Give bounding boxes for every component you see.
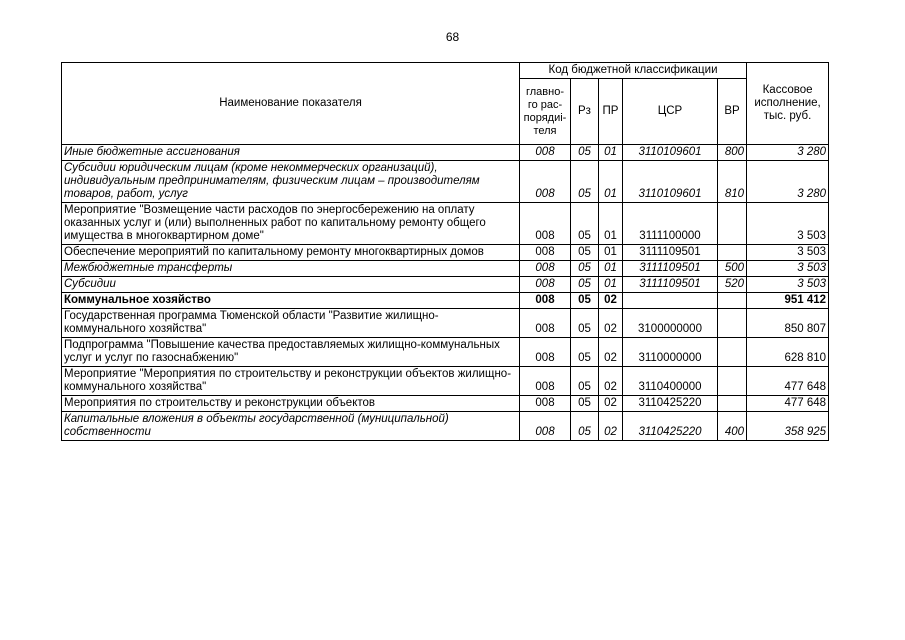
row-name: Мероприятия по строительству и реконструкции объектов — [62, 396, 520, 412]
row-amount: 358 925 — [747, 412, 829, 441]
row-name: Обеспечение мероприятий по капитальному ремонту многоквартирных домов — [62, 245, 520, 261]
row-pr: 02 — [599, 293, 623, 309]
row-pr: 01 — [599, 261, 623, 277]
row-csr — [623, 293, 718, 309]
row-amount: 477 648 — [747, 396, 829, 412]
row-amount: 3 280 — [747, 161, 829, 203]
row-amount: 3 280 — [747, 145, 829, 161]
header-name: Наименование показателя — [62, 63, 520, 145]
row-vr — [718, 245, 747, 261]
row-name: Мероприятие "Мероприятия по строительству и реконструкции объектов жилищно-коммунального хозяйства" — [62, 367, 520, 396]
table-row — [62, 293, 829, 309]
table-body — [62, 145, 829, 441]
row-glav: 008 — [520, 396, 571, 412]
row-vr: 500 — [718, 261, 747, 277]
row-amount: 3 503 — [747, 203, 829, 245]
row-csr: 3110400000 — [623, 367, 718, 396]
header-csr: ЦСР — [623, 79, 718, 145]
row-vr — [718, 309, 747, 338]
row-vr: 400 — [718, 412, 747, 441]
row-csr: 3110000000 — [623, 338, 718, 367]
row-amount: 628 810 — [747, 338, 829, 367]
header-code-group: Код бюджетной классификации — [520, 63, 747, 79]
row-vr — [718, 367, 747, 396]
table-row — [62, 245, 829, 261]
row-pr: 01 — [599, 161, 623, 203]
row-pr: 02 — [599, 367, 623, 396]
row-glav: 008 — [520, 309, 571, 338]
row-name: Государственная программа Тюменской области "Развитие жилищно-коммунального хозяйства" — [62, 309, 520, 338]
page-number: 68 — [445, 30, 460, 44]
row-csr: 3100000000 — [623, 309, 718, 338]
row-rz: 05 — [571, 309, 599, 338]
row-name: Субсидии юридическим лицам (кроме некоммерческих организаций), индивидуальным предпринимателям, физическим лицам – производителям товаров, работ, услуг — [62, 161, 520, 203]
row-rz: 05 — [571, 245, 599, 261]
table-row — [62, 261, 829, 277]
table-header — [62, 63, 829, 145]
row-amount: 477 648 — [747, 367, 829, 396]
header-pr: ПР — [599, 79, 623, 145]
row-glav: 008 — [520, 338, 571, 367]
row-rz: 05 — [571, 203, 599, 245]
row-rz: 05 — [571, 145, 599, 161]
row-glav: 008 — [520, 261, 571, 277]
row-glav: 008 — [520, 203, 571, 245]
row-amount: 951 412 — [747, 293, 829, 309]
row-pr: 01 — [599, 145, 623, 161]
row-name: Иные бюджетные ассигнования — [62, 145, 520, 161]
table-row — [62, 412, 829, 441]
row-rz: 05 — [571, 412, 599, 441]
row-name: Субсидии — [62, 277, 520, 293]
row-pr: 01 — [599, 245, 623, 261]
row-name: Капитальные вложения в объекты государственной (муниципальной) собственности — [62, 412, 520, 441]
row-name: Мероприятие "Возмещение части расходов по энергосбережению на оплату оказанных услуг и (или) выполненных работ по капитальному ремонту общего имущества в многоквартирном доме" — [62, 203, 520, 245]
header-vr: ВР — [718, 79, 747, 145]
row-amount: 3 503 — [747, 245, 829, 261]
table-row — [62, 203, 829, 245]
row-glav: 008 — [520, 245, 571, 261]
row-vr — [718, 396, 747, 412]
row-vr — [718, 203, 747, 245]
row-amount: 3 503 — [747, 261, 829, 277]
row-vr: 520 — [718, 277, 747, 293]
row-vr — [718, 338, 747, 367]
row-csr: 3111109501 — [623, 261, 718, 277]
row-csr: 3110425220 — [623, 396, 718, 412]
row-rz: 05 — [571, 338, 599, 367]
row-glav: 008 — [520, 145, 571, 161]
row-pr: 02 — [599, 412, 623, 441]
budget-table — [61, 62, 829, 441]
row-vr: 800 — [718, 145, 747, 161]
row-csr: 3110109601 — [623, 161, 718, 203]
row-vr — [718, 293, 747, 309]
header-glav: главно-го рас-порядиі-теля — [520, 79, 571, 145]
row-pr: 02 — [599, 309, 623, 338]
row-glav: 008 — [520, 293, 571, 309]
row-csr: 3111109501 — [623, 277, 718, 293]
row-pr: 02 — [599, 338, 623, 367]
header-rz: Рз — [571, 79, 599, 145]
row-vr: 810 — [718, 161, 747, 203]
row-glav: 008 — [520, 367, 571, 396]
row-rz: 05 — [571, 277, 599, 293]
table-row — [62, 396, 829, 412]
table-row — [62, 161, 829, 203]
row-csr: 3110425220 — [623, 412, 718, 441]
row-rz: 05 — [571, 261, 599, 277]
row-rz: 05 — [571, 396, 599, 412]
table-row — [62, 145, 829, 161]
row-glav: 008 — [520, 161, 571, 203]
row-rz: 05 — [571, 161, 599, 203]
row-csr: 3110109601 — [623, 145, 718, 161]
row-glav: 008 — [520, 277, 571, 293]
header-amount: Кассовое исполнение, тыс. руб. — [747, 63, 829, 145]
row-name: Межбюджетные трансферты — [62, 261, 520, 277]
row-name: Коммунальное хозяйство — [62, 293, 520, 309]
row-amount: 3 503 — [747, 277, 829, 293]
row-csr: 3111100000 — [623, 203, 718, 245]
row-pr: 01 — [599, 203, 623, 245]
row-pr: 01 — [599, 277, 623, 293]
table-row — [62, 309, 829, 338]
row-glav: 008 — [520, 412, 571, 441]
row-amount: 850 807 — [747, 309, 829, 338]
table-row — [62, 277, 829, 293]
row-name: Подпрограмма "Повышение качества предоставляемых жилищно-коммунальных услуг и услуг по газоснабжению" — [62, 338, 520, 367]
row-rz: 05 — [571, 367, 599, 396]
row-csr: 3111109501 — [623, 245, 718, 261]
row-pr: 02 — [599, 396, 623, 412]
table-row — [62, 338, 829, 367]
table-row — [62, 367, 829, 396]
row-rz: 05 — [571, 293, 599, 309]
